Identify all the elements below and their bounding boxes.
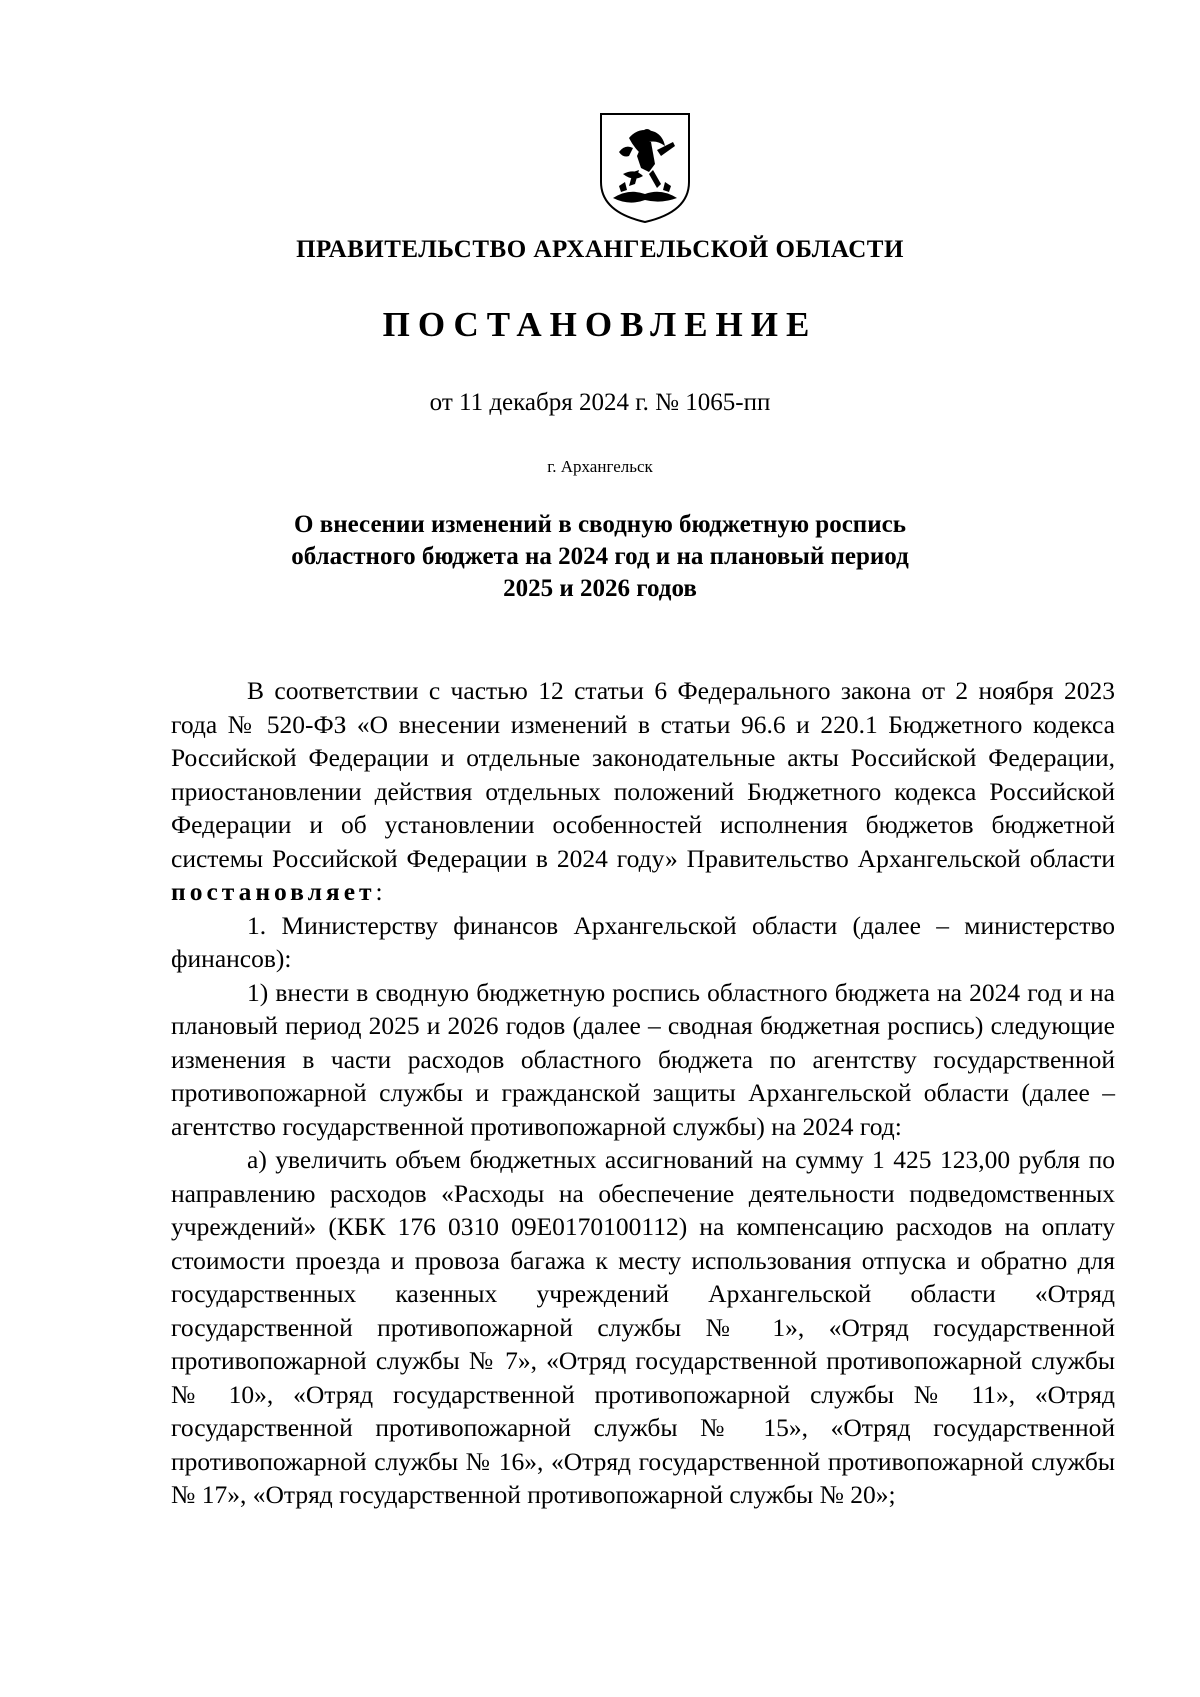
document-type-title: ПОСТАНОВЛЕНИЕ [382, 305, 818, 344]
preamble-paragraph [171, 674, 1115, 909]
decree-word: постановляет [171, 877, 376, 906]
item-1-1-paragraph: 1) внести в сводную бюджетную роспись областного бюджета на 2024 год и на плановый период 2025 и 2026 годов (далее – сводная бюджетная роспись) следующие изменения в части расходов областного бюджета по агентству государственной противопожарной службы и гражданской защиты Архангельской области (далее – агентство государственной противопожарной службы) на 2024 год: [171, 977, 1115, 1141]
government-name: ПРАВИТЕЛЬСТВО АРХАНГЕЛЬСКОЙ ОБЛАСТИ [296, 236, 904, 263]
coat-of-arms-icon [599, 112, 691, 224]
subject-line: О внесении изменений в сводную бюджетную роспись [294, 511, 906, 538]
city-name: г. Архангельск [547, 457, 653, 476]
item-1-paragraph: 1. Министерству финансов Архангельской области (далее – министерство финансов): [171, 910, 1115, 973]
preamble-text: В соответствии с частью 12 статьи 6 Федерального закона от 2 ноября 2023 года № 520-ФЗ «О внесении изменений в статьи 96.6 и 220.1 Бюджетного кодекса Российской Федерации и отдельные законодательные акты Российской Федерации, приостановлении действия отдельных положений Бюджетного кодекса Российской Федерации и об установлении особенностей исполнения бюджетов бюджетной системы Российской Федерации в 2024 году» Правительство Архангельской области [171, 676, 1115, 873]
decree-colon: : [375, 877, 383, 906]
subject-line: 2025 и 2026 годов [503, 575, 697, 602]
subject-line: областного бюджета на 2024 год и на плановый период [291, 543, 909, 570]
document-body [171, 674, 1115, 1512]
subject-heading [0, 509, 1200, 605]
date-and-number: от 11 декабря 2024 г. № 1065-пп [429, 389, 771, 416]
item-1-1-a-paragraph: а) увеличить объем бюджетных ассигнований на сумму 1 425 123,00 рубля по направлению расходов «Расходы на обеспечение деятельности подведомственных учреждений» (КБК 176 0310 09Е0170100112) на компенсацию расходов на оплату стоимости проезда и провоза багажа к месту использования отпуска и обратно для государственных казенных учреждений Архангельской области «Отряд государственной противопожарной службы № 1», «Отряд государственной противопожарной службы № 7», «Отряд государственной противопожарной службы № 10», «Отряд государственной противопожарной службы № 11», «Отряд государственной противопожарной службы № 15», «Отряд государственной противопожарной службы № 16», «Отряд государственной противопожарной службы № 17», «Отряд государственной противопожарной службы № 20»; [171, 1145, 1115, 1509]
